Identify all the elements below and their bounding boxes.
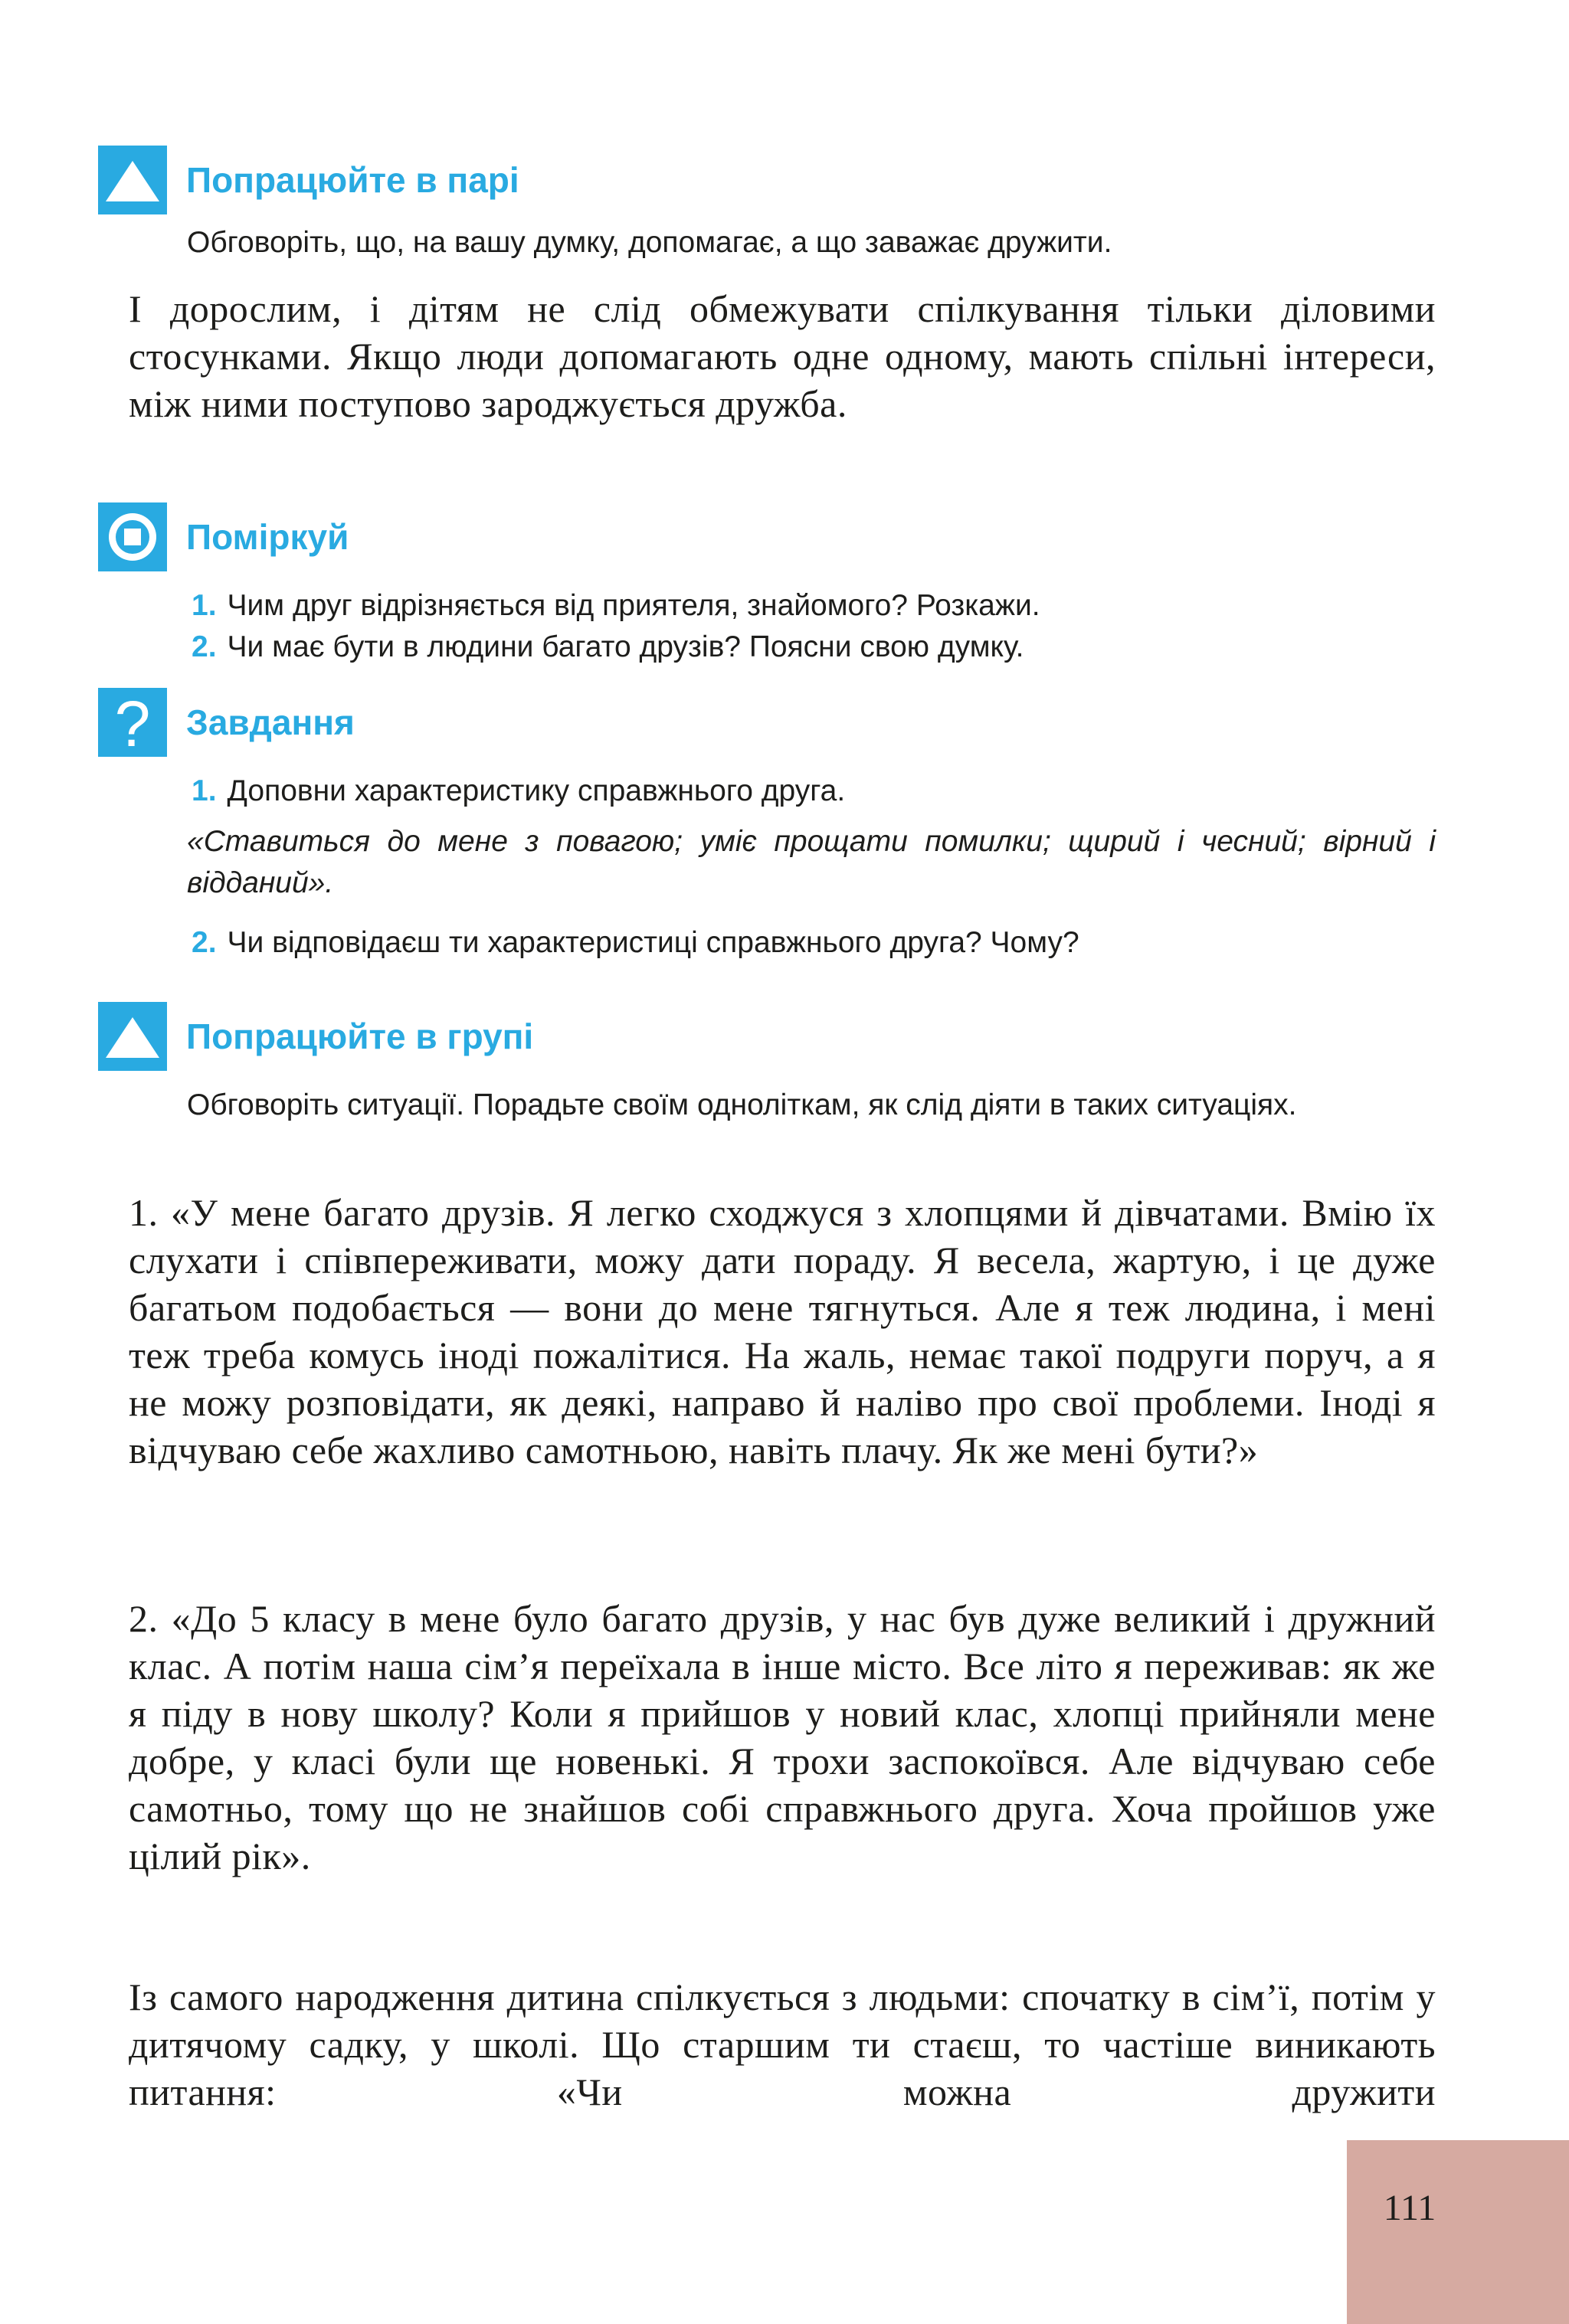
list-number: 2. [192,926,217,959]
section-think-header [98,502,1400,571]
section-title: Поміркуй [186,517,349,557]
page-corner-tab [1347,2140,1569,2324]
section-title: Завдання [186,702,355,742]
group-work-task: Обговоріть ситуації. Порадьте своїм одноліткам, як слід діяти в таких ситуаціях. [187,1088,1297,1121]
situation-text: 1. «У мене багато друзів. Я легко сходжуся з хлопцями й дівчатами. Вмію їх слухати і співпереживати, можу дати пораду. Я весела, жартую, і це дуже багатьом подобається — вони до мене тягнуться. Але я теж людина, і мені теж треба комусь іноді пожалітися. На жаль, немає такої подруги поруч, а я не можу розповідати, як деякі, направо й наліво про свої проблеми. Іноді я відчуваю себе жахливо самотньою, навіть плачу. Як же мені бути?» [129,1191,1436,1471]
triangle-icon [98,146,167,214]
section-pair-work-header [98,146,1400,214]
list-text: Чим друг відрізняється від приятеля, знайомого? Розкажи. [227,589,1040,622]
question-icon [98,688,167,757]
pair-work-task: Обговоріть, що, на вашу думку, допомагає, а що заважає дружити. [187,226,1112,259]
list-item [192,585,1433,627]
list-number: 1. [192,774,217,807]
paragraph: Із самого народження дитина спілкується з людьми: спочатку в сім’ї, потім у дитячому садку, у школі. Що старшим ти стаєш, то частіше виникають питання: «Чи можна дружити [129,1975,1436,2113]
section-assignment-header [98,688,1400,757]
section-title: Попрацюйте в групі [186,1016,534,1056]
list-item [192,627,1433,668]
list-number: 2. [192,630,217,663]
list-text: Доповни характеристику справжнього друга. [227,774,846,807]
list-text: Чи відповідаєш ти характеристиці справжнього друга? Чому? [227,926,1079,959]
characteristic-quote: «Ставиться до мене з повагою; уміє прощати помилки; щирий і чесний; вірний і відданий». [187,825,1436,899]
list-item [192,922,1433,964]
triangle-icon [98,1002,167,1071]
stop-square-icon [98,502,167,571]
list-number: 1. [192,589,217,622]
list-item [192,771,1433,812]
section-group-work-header [98,1002,1400,1071]
list-text: Чи має бути в людини багато друзів? Поясни свою думку. [227,630,1024,663]
section-title: Попрацюйте в парі [186,160,519,200]
paragraph: І дорослим, і дітям не слід обмежувати спілкування тільки діловими стосунками. Якщо люди допомагають одне одному, мають спільні інтереси, між ними поступово зароджується дружба. [129,287,1436,425]
page-number: 111 [1383,2188,1436,2228]
svg-text:?: ? [114,688,151,757]
situation-text: 2. «До 5 класу в мене було багато друзів, у нас був дуже великий і дружний клас. А потім наша сім’я переїхала в інше місто. Все літо я переживав: як же я піду в нову школу? Коли я прийшов у новий клас, хлопці прийняли мене добре, у класі були ще новенькі. Я трохи заспокоївся. Але відчуваю себе самотньо, тому що не знайшов собі справжнього друга. Хоча пройшов уже цілий рік». [129,1597,1436,1877]
